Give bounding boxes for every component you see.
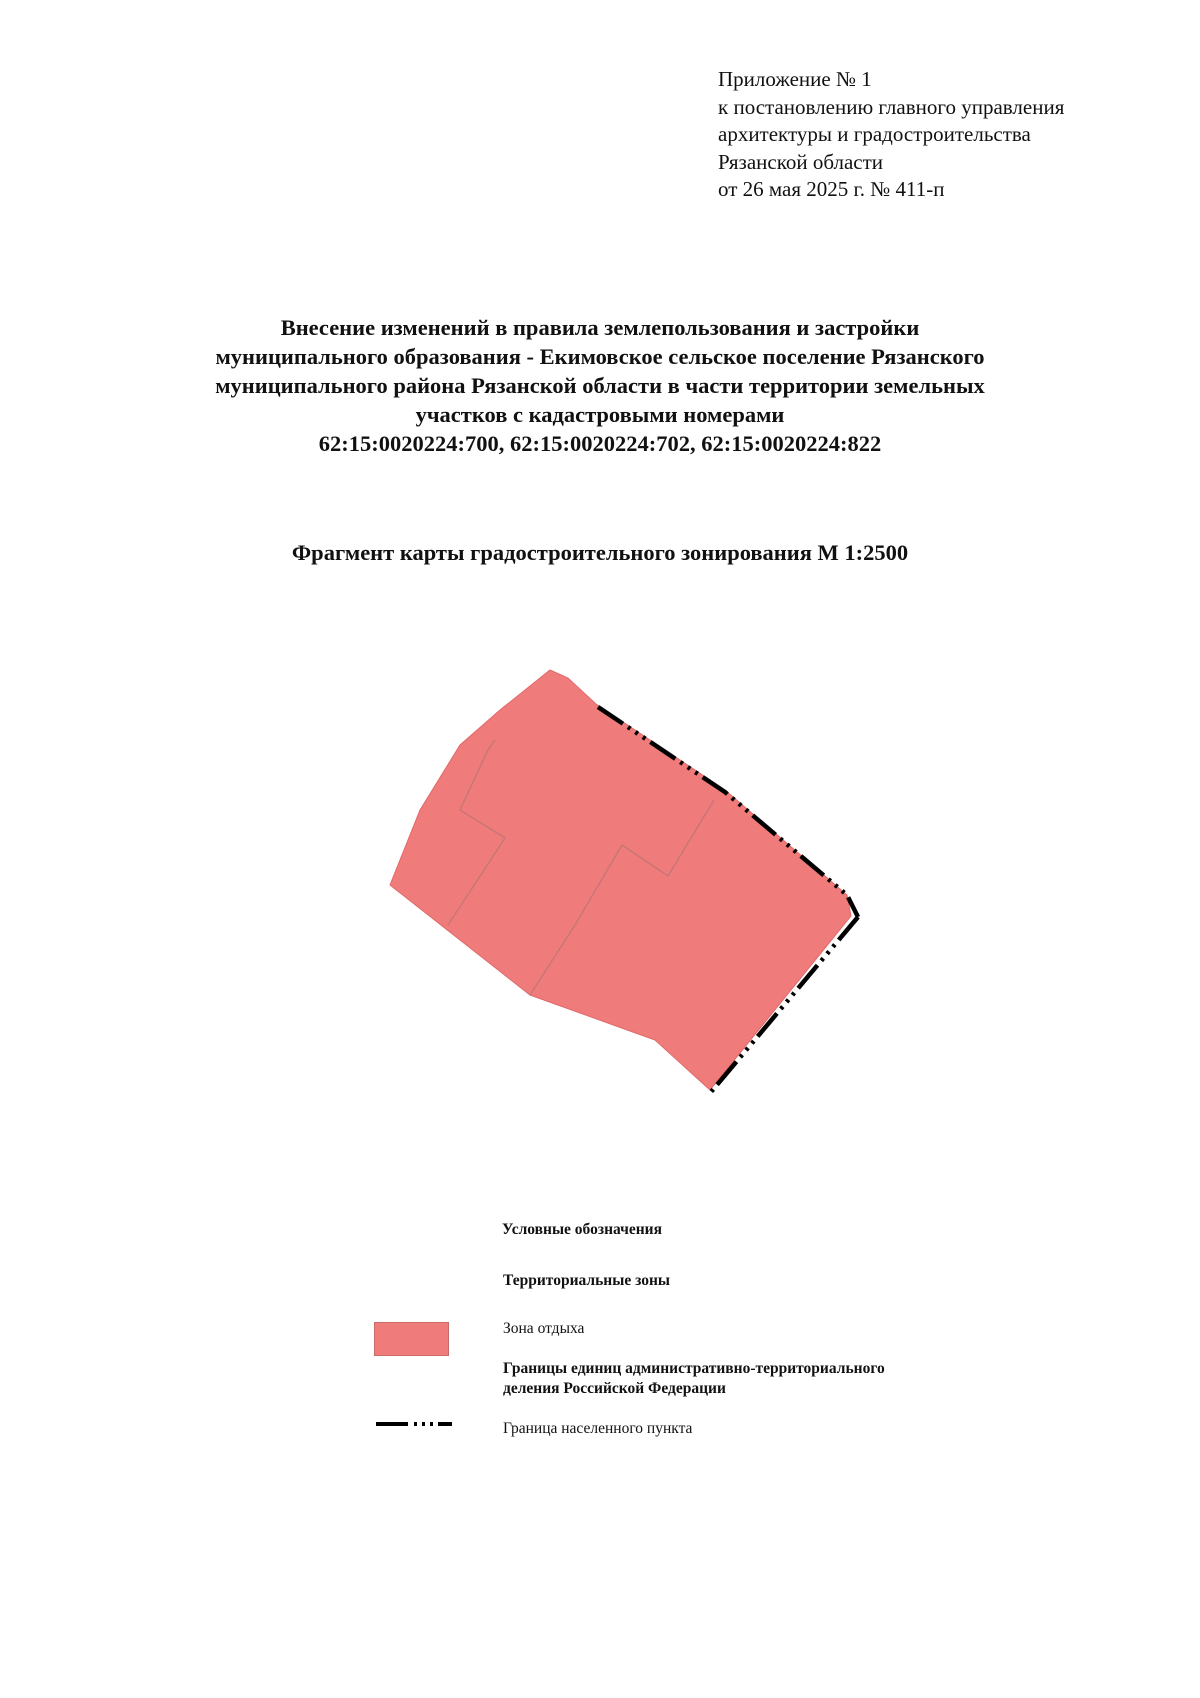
legend-recreation-zone-swatch (374, 1322, 449, 1356)
title-line-1: Внесение изменений в правила землепользования и застройки (280, 315, 920, 340)
legend-title: Условные обозначения (502, 1221, 663, 1238)
annex-number: Приложение № 1 (718, 67, 872, 91)
map-subtitle: Фрагмент карты градостроительного зонирования М 1:2500 (291, 540, 909, 565)
legend-admin-heading-line-2: деления Российской Федерации (503, 1380, 726, 1397)
title-line-2: муниципального образования - Екимовское сельское поселение Рязанского (215, 344, 985, 369)
title-line-4: участков с кадастровыми номерами (415, 402, 785, 427)
recreation-zone-area (390, 670, 851, 1090)
annex-line-2: к постановлению главного управления (718, 94, 1065, 119)
annex-date: от 26 мая 2025 г. № 411-п (718, 177, 945, 201)
legend-zones-heading: Территориальные зоны (503, 1272, 670, 1289)
legend-recreation-zone-label: Зона отдыха (503, 1320, 585, 1337)
legend-admin-heading-line-1: Границы единиц административно-территориального (503, 1360, 885, 1377)
legend-boundary-line-symbol (374, 1419, 454, 1429)
cadastral-numbers: 62:15:0020224:700, 62:15:0020224:702, 62:15:0020224:822 (318, 431, 882, 456)
legend-boundary-label: Граница населенного пункта (503, 1420, 693, 1437)
annex-line-4: Рязанской области (718, 149, 884, 174)
title-line-3: муниципального района Рязанской области в части территории земельных (215, 373, 985, 398)
legend-admin-heading (503, 1359, 885, 1399)
annex-line-3: архитектуры и градостроительства (718, 122, 1031, 146)
